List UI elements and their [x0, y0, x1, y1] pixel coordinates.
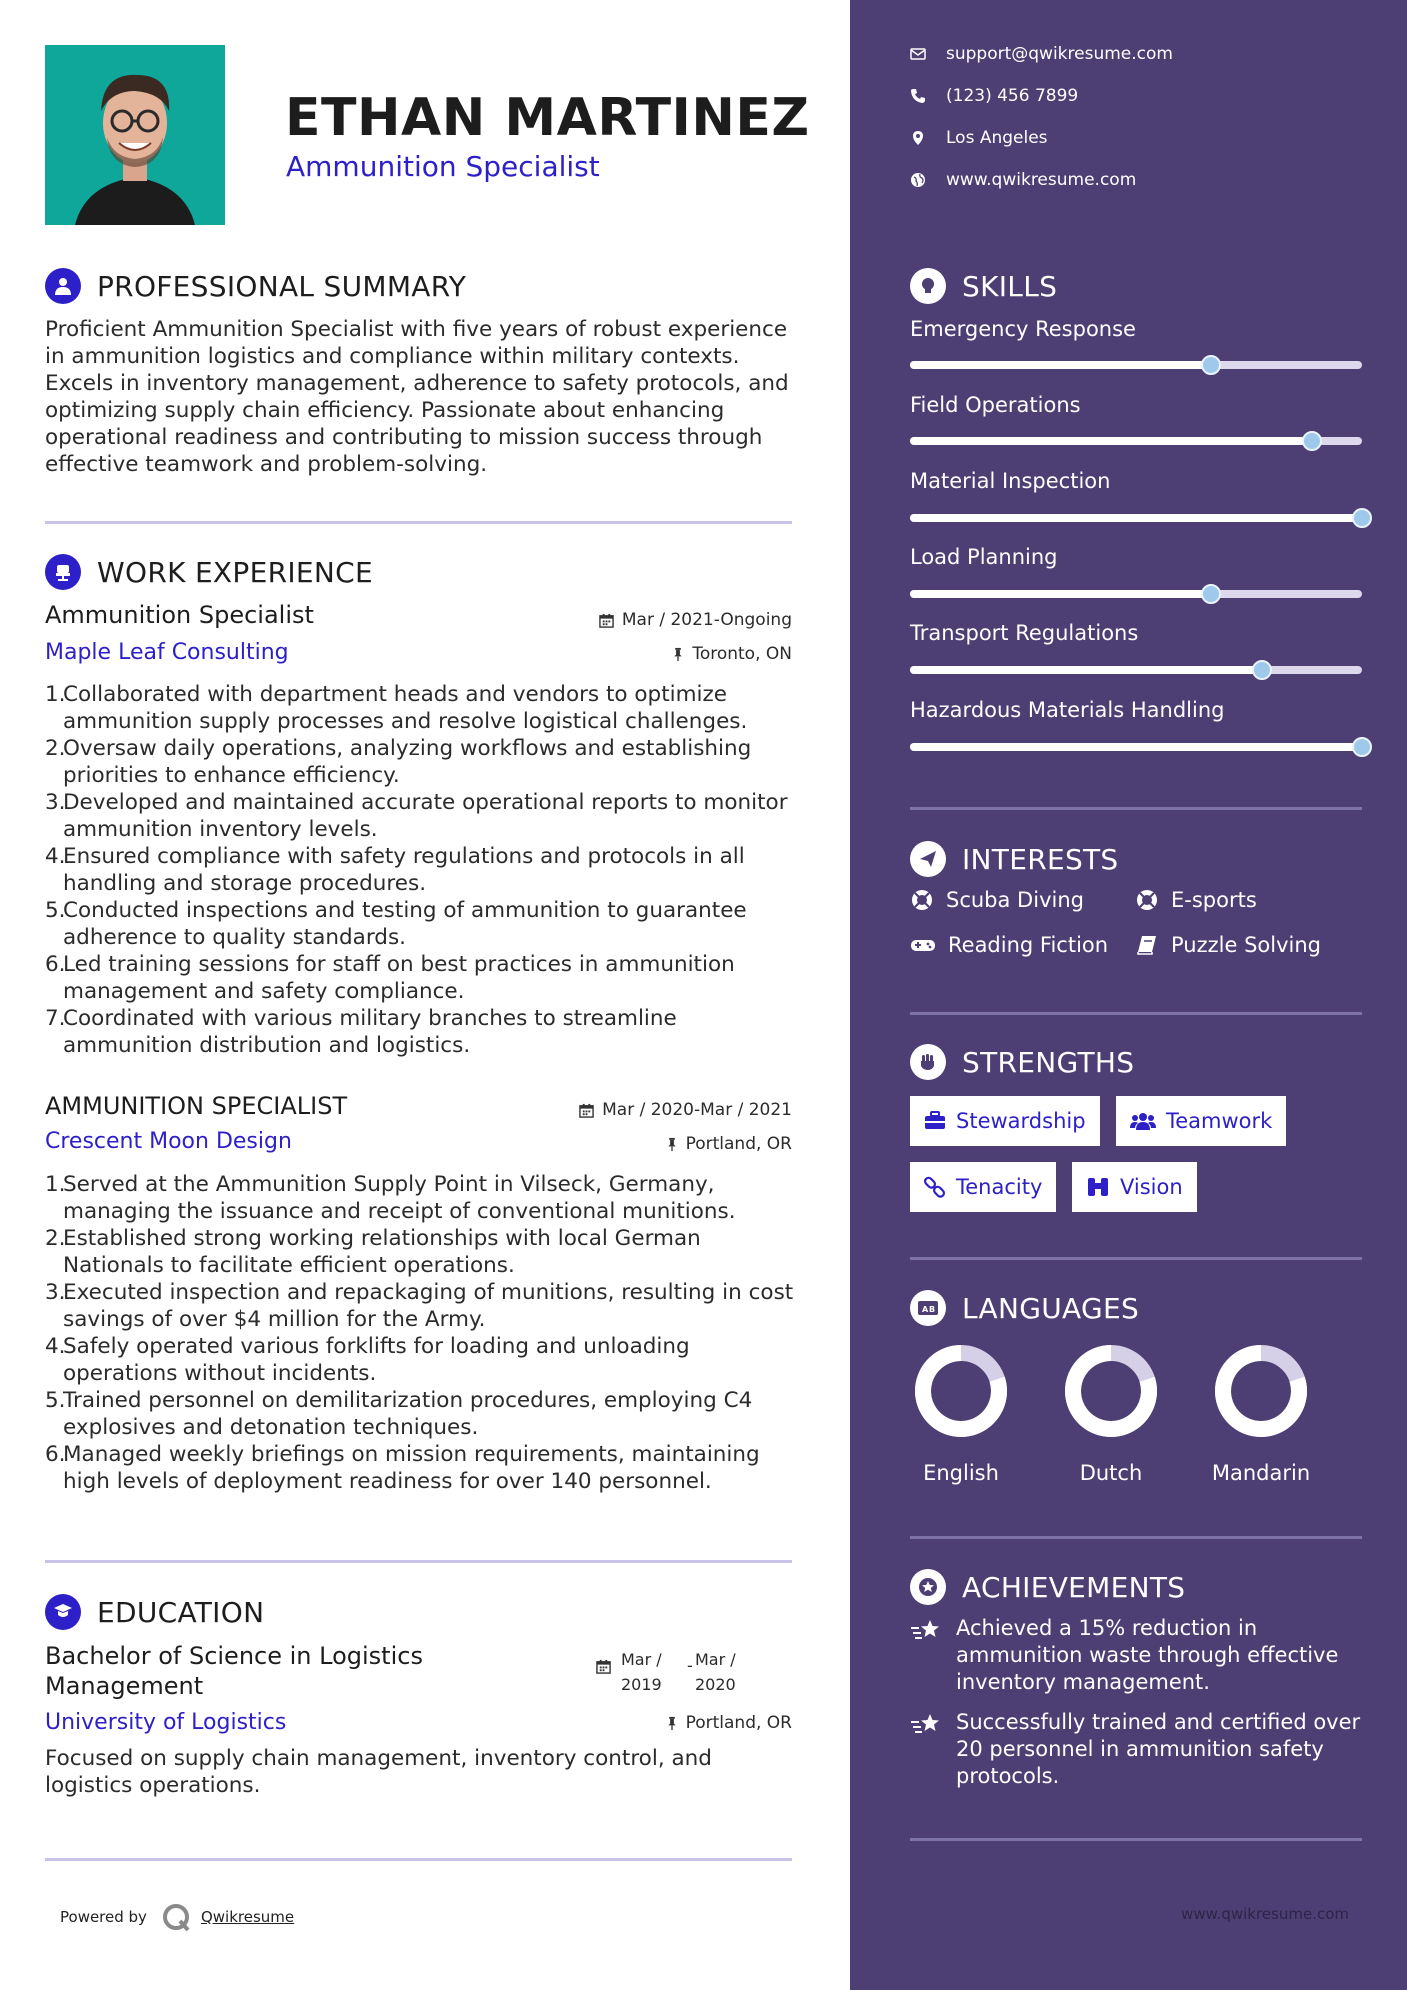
user-icon — [45, 268, 81, 304]
list-item: 6. Managed weekly briefings on mission requirements, maintaining high levels of deployment readiness for over 140 personnel. — [45, 1442, 760, 1494]
job-location-text: Portland, OR — [685, 1134, 792, 1154]
experience-heading — [45, 554, 373, 590]
strength-chip — [1072, 1162, 1197, 1212]
email-text: support@qwikresume.com — [946, 44, 1173, 64]
sidebar — [850, 0, 1407, 1990]
interest-label: Puzzle Solving — [1171, 933, 1321, 957]
job-location — [666, 1134, 792, 1154]
achievement-text: Achieved a 15% reduction in ammunition waste through effective inventory management. — [956, 1616, 1339, 1694]
strengths-title: STRENGTHS — [962, 1045, 1135, 1079]
skill-bar — [910, 514, 1362, 522]
job-location — [672, 644, 792, 664]
skill-bar-fill — [910, 590, 1211, 598]
svg-text:B: B — [929, 1305, 936, 1314]
skill-bar — [910, 361, 1362, 369]
skill-label: Load Planning — [910, 545, 1058, 569]
skill-bar-fill — [910, 361, 1211, 369]
shooting-star-icon — [910, 1618, 942, 1642]
date-separator: - — [687, 1656, 693, 1675]
section-divider — [910, 1838, 1362, 1841]
calendar-icon — [599, 613, 614, 628]
job-bullets — [45, 681, 805, 1059]
list-item: 2. Established strong working relationships with local German Nationals to facilitate efficient operations. — [45, 1226, 701, 1278]
calendar-icon — [596, 1659, 611, 1674]
skill-label: Hazardous Materials Handling — [910, 698, 1225, 722]
qwikresume-link[interactable]: Qwikresume — [200, 1908, 295, 1926]
strengths-heading — [910, 1044, 1134, 1080]
section-divider — [45, 1858, 792, 1861]
envelope-icon — [910, 46, 926, 62]
star-badge-icon — [910, 1569, 946, 1605]
fist-icon — [910, 1044, 946, 1080]
briefcase-icon — [924, 1111, 946, 1131]
education-heading — [45, 1594, 264, 1630]
person-avatar-icon — [45, 45, 225, 225]
section-divider — [910, 1536, 1362, 1539]
interests-title: INTERESTS — [962, 842, 1119, 876]
skill-bar-knob — [1302, 431, 1322, 451]
life-ring-icon — [1135, 888, 1159, 912]
language-item — [1206, 1343, 1316, 1485]
list-item: 5. Conducted inspections and testing of ammunition to guarantee adherence to quality standards. — [45, 898, 747, 950]
achievements-title: ACHIEVEMENTS — [962, 1570, 1186, 1604]
language-name: Dutch — [1079, 1461, 1143, 1485]
achievement-text: Successfully trained and certified over 20 personnel in ammunition safety protocols. — [956, 1710, 1361, 1788]
skill-bar-knob — [1352, 508, 1372, 528]
section-divider — [45, 521, 792, 524]
education-location — [666, 1713, 792, 1733]
footer-website[interactable]: www.qwikresume.com — [1181, 1905, 1349, 1923]
website-text[interactable]: www.qwikresume.com — [946, 170, 1137, 190]
language-ring — [1213, 1343, 1309, 1439]
strength-chip — [1116, 1096, 1286, 1146]
job-title: AMMUNITION SPECIALIST — [45, 1092, 348, 1120]
summary-title: PROFESSIONAL SUMMARY — [97, 269, 467, 303]
interest-label: E-sports — [1171, 888, 1257, 912]
globe-icon — [910, 172, 926, 188]
skill-bar — [910, 743, 1362, 751]
svg-text:A: A — [922, 1305, 929, 1314]
summary-text: Proficient Ammunition Specialist with five years of robust experience in ammunition logistics and compliance within military contexts. Excels in inventory management, adherence to safety protocols, and optimizing supply chain efficiency. Passionate about enhancing operational readiness and contributing to mission success through effective teamwork and problem-solving. — [45, 317, 789, 477]
candidate-role: Ammunition Specialist — [286, 150, 600, 183]
contact-website — [910, 170, 1136, 190]
skill-bar-fill — [910, 666, 1262, 674]
job-bullets — [45, 1171, 805, 1495]
achievements-heading — [910, 1569, 1185, 1605]
skill-label: Material Inspection — [910, 469, 1111, 493]
language-ring — [1063, 1343, 1159, 1439]
list-item: 2. Oversaw daily operations, analyzing workflows and establishing priorities to enhance efficiency. — [45, 736, 752, 788]
link-icon — [924, 1176, 946, 1198]
languages-title: LANGUAGES — [962, 1291, 1140, 1325]
list-item: 3. Developed and maintained accurate operational reports to monitor ammunition inventory levels. — [45, 790, 788, 842]
skill-bar-knob — [1201, 355, 1221, 375]
strength-label: Vision — [1120, 1175, 1183, 1199]
education-date — [596, 1647, 736, 1697]
interest-label: Reading Fiction — [948, 933, 1109, 957]
company-name: Maple Leaf Consulting — [45, 640, 289, 665]
degree-line: Bachelor of Science in Logistics — [45, 1642, 423, 1670]
skill-bar-fill — [910, 437, 1312, 445]
end-date: Mar / 2020 — [695, 1650, 736, 1694]
list-item: 4. Ensured compliance with safety regulations and protocols in all handling and storage procedures. — [45, 844, 745, 896]
strength-label: Tenacity — [956, 1175, 1043, 1199]
section-divider — [910, 1257, 1362, 1260]
language-item — [906, 1343, 1016, 1485]
lightbulb-icon — [910, 268, 946, 304]
strength-label: Teamwork — [1166, 1109, 1273, 1133]
job-title: Ammunition Specialist — [45, 601, 314, 629]
binoculars-icon — [1086, 1176, 1110, 1198]
strength-chip — [910, 1162, 1056, 1212]
education-description: Focused on supply chain management, inventory control, and logistics operations. — [45, 1746, 712, 1798]
list-item: 3. Executed inspection and repackaging of munitions, resulting in cost savings of over $4 million for the Army. — [45, 1280, 794, 1332]
calendar-icon — [579, 1103, 594, 1118]
list-item: 5. Trained personnel on demilitarization procedures, employing C4 explosives and detonation techniques. — [45, 1388, 753, 1440]
skill-label: Transport Regulations — [910, 621, 1139, 645]
languages-heading — [910, 1290, 1139, 1326]
job-location-text: Toronto, ON — [692, 644, 792, 664]
skills-heading — [910, 268, 1057, 304]
section-divider — [45, 1560, 792, 1563]
skill-bar-knob — [1352, 737, 1372, 757]
strength-chip — [910, 1096, 1100, 1146]
language-name: English — [923, 1461, 999, 1485]
pin-icon — [666, 1137, 678, 1152]
interest-item — [910, 888, 1084, 912]
powered-by-text: Powered by — [60, 1908, 147, 1926]
skill-bar-knob — [1201, 584, 1221, 604]
degree-title — [45, 1641, 423, 1701]
skill-bar-fill — [910, 743, 1362, 751]
language-ring — [913, 1343, 1009, 1439]
paper-plane-icon — [910, 841, 946, 877]
contact-phone — [910, 86, 1078, 106]
phone-text: (123) 456 7899 — [946, 86, 1079, 106]
users-icon — [1130, 1111, 1156, 1131]
skill-label: Field Operations — [910, 393, 1081, 417]
language-item — [1056, 1343, 1166, 1485]
language-name: Mandarin — [1211, 1461, 1311, 1485]
job-date — [599, 610, 792, 630]
skills-title: SKILLS — [962, 269, 1058, 303]
education-title: EDUCATION — [97, 1595, 265, 1629]
skill-bar-knob — [1252, 660, 1272, 680]
interest-label: Scuba Diving — [946, 888, 1084, 912]
list-item: 7. Coordinated with various military branches to streamline ammunition distribution and logistics. — [45, 1006, 677, 1058]
job-date-text: Mar / 2021-Ongoing — [621, 610, 792, 630]
strength-label: Stewardship — [956, 1109, 1086, 1133]
gamepad-icon — [910, 933, 936, 957]
candidate-name: ETHAN MARTINEZ — [285, 88, 810, 148]
interests-heading — [910, 841, 1119, 877]
skill-label: Emergency Response — [910, 317, 1136, 341]
list-item: 4. Safely operated various forklifts for loading and unloading operations without incidents. — [45, 1334, 690, 1386]
interest-item — [1135, 933, 1321, 957]
skill-bar — [910, 666, 1362, 674]
qwikresume-logo-icon — [161, 1902, 191, 1932]
interest-item — [1135, 888, 1257, 912]
list-item: 6. Led training sessions for staff on best practices in ammunition management and safety compliance. — [45, 952, 735, 1004]
skill-bar — [910, 590, 1362, 598]
school-name: University of Logistics — [45, 1710, 287, 1735]
pin-icon — [672, 647, 684, 662]
summary-heading — [45, 268, 466, 304]
contact-location — [910, 128, 1048, 148]
job-date — [579, 1100, 792, 1120]
powered-by — [60, 1902, 294, 1932]
book-icon — [1135, 933, 1159, 957]
skill-bar-fill — [910, 514, 1362, 522]
company-name: Crescent Moon Design — [45, 1129, 292, 1154]
list-item: 1. Served at the Ammunition Supply Point in Vilseck, Germany, managing the issuance and receipt of conventional munitions. — [45, 1172, 736, 1224]
profile-photo — [45, 45, 225, 225]
achievement-item — [910, 1615, 1370, 1696]
graduate-icon — [45, 1594, 81, 1630]
phone-icon — [910, 88, 926, 104]
interest-item — [910, 933, 1108, 957]
experience-title: WORK EXPERIENCE — [97, 555, 373, 589]
education-location-text: Portland, OR — [685, 1713, 792, 1733]
pin-icon — [666, 1716, 678, 1731]
section-divider — [910, 807, 1362, 810]
map-pin-icon — [910, 130, 926, 146]
briefcase-chair-icon — [45, 554, 81, 590]
language-icon — [910, 1290, 946, 1326]
start-date: Mar / 2019 — [621, 1650, 662, 1694]
degree-line: Management — [45, 1672, 204, 1700]
job-date-text: Mar / 2020-Mar / 2021 — [602, 1100, 792, 1120]
achievement-item — [910, 1709, 1370, 1790]
location-text: Los Angeles — [946, 128, 1048, 148]
skill-bar — [910, 437, 1362, 445]
section-divider — [910, 1012, 1362, 1015]
shooting-star-icon — [910, 1712, 942, 1736]
life-ring-icon — [910, 888, 934, 912]
contact-email — [910, 44, 1173, 64]
list-item: 1. Collaborated with department heads and vendors to optimize ammunition supply processes and resolve logistical challenges. — [45, 682, 748, 734]
